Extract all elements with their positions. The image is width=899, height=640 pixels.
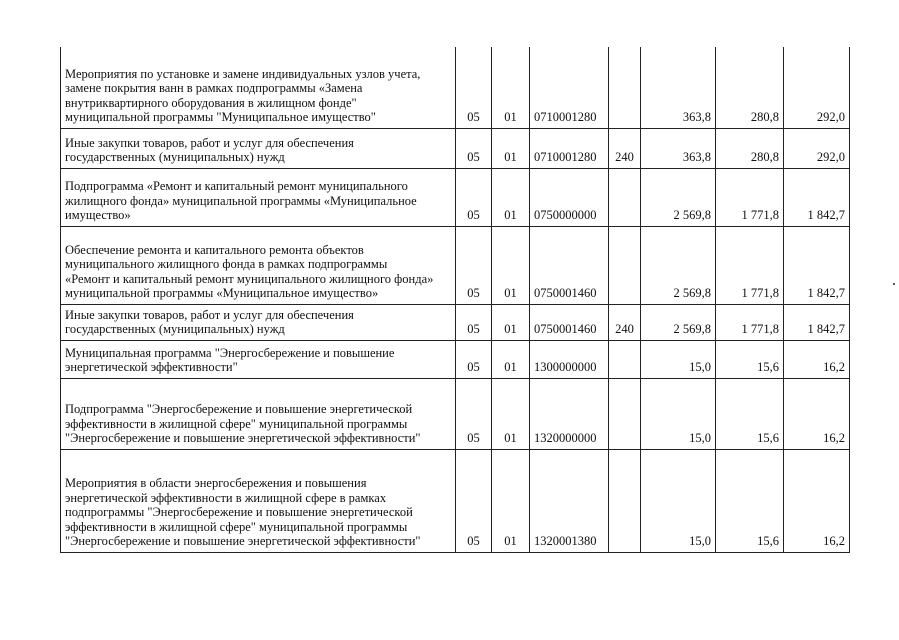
amount-year-2: 15,6 <box>716 378 784 449</box>
table-row <box>61 128 850 168</box>
expense-type-code <box>609 47 641 128</box>
amount-year-3: 1 842,7 <box>784 304 850 340</box>
table-row <box>61 226 850 304</box>
expense-type-code: 240 <box>609 304 641 340</box>
amount-year-2: 1 771,8 <box>716 226 784 304</box>
row-description: Муниципальная программа "Энергосбережение и повышение энергетической эффективности" <box>61 340 456 378</box>
row-description: Иные закупки товаров, работ и услуг для обеспечения государственных (муниципальных) нужд <box>61 304 456 340</box>
subsection-code: 01 <box>492 449 530 552</box>
amount-year-1: 2 569,8 <box>641 168 716 226</box>
table-row <box>61 449 850 552</box>
target-article-code: 0710001280 <box>530 47 609 128</box>
row-description: Мероприятия в области энергосбережения и повышения энергетической эффективности в жилищной сфере в рамках подпрограммы "Энергосбережение и повышение энергетической эффективности в жилищной сфере" муниципальной программы "Энергосбережение и повышение энергетической эффективности" <box>61 449 456 552</box>
section-code: 05 <box>456 128 492 168</box>
expense-type-code <box>609 449 641 552</box>
section-code: 05 <box>456 378 492 449</box>
subsection-code: 01 <box>492 340 530 378</box>
amount-year-1: 15,0 <box>641 340 716 378</box>
section-code: 05 <box>456 340 492 378</box>
section-code: 05 <box>456 304 492 340</box>
amount-year-2: 280,8 <box>716 47 784 128</box>
row-description: Мероприятия по установке и замене индивидуальных узлов учета, замене покрытия ванн в рамках подпрограммы «Замена внутриквартирного оборудования в жилищном фонде" муниципальной программы "Муниципальное имущество" <box>61 47 456 128</box>
row-description: Иные закупки товаров, работ и услуг для обеспечения государственных (муниципальных) нужд <box>61 128 456 168</box>
amount-year-2: 1 771,8 <box>716 304 784 340</box>
amount-year-1: 2 569,8 <box>641 226 716 304</box>
amount-year-3: 292,0 <box>784 128 850 168</box>
row-description: Обеспечение ремонта и капитального ремонта объектов муниципального жилищного фонда в рамках подпрограммы «Ремонт и капитальный ремонт муниципального жилищного фонда» муниципальной программы «Муниципальное имущество» <box>61 226 456 304</box>
section-code: 05 <box>456 226 492 304</box>
row-description: Подпрограмма "Энергосбережение и повышение энергетической эффективности в жилищной сфере" муниципальной программы "Энергосбережение и повышение энергетической эффективности" <box>61 378 456 449</box>
scan-speck <box>893 283 895 285</box>
amount-year-1: 15,0 <box>641 449 716 552</box>
table-row <box>61 340 850 378</box>
section-code: 05 <box>456 449 492 552</box>
target-article-code: 1320000000 <box>530 378 609 449</box>
target-article-code: 0710001280 <box>530 128 609 168</box>
amount-year-3: 292,0 <box>784 47 850 128</box>
table-row <box>61 47 850 128</box>
target-article-code: 0750000000 <box>530 168 609 226</box>
amount-year-2: 280,8 <box>716 128 784 168</box>
expense-type-code: 240 <box>609 128 641 168</box>
section-code: 05 <box>456 168 492 226</box>
target-article-code: 1300000000 <box>530 340 609 378</box>
amount-year-3: 1 842,7 <box>784 226 850 304</box>
target-article-code: 1320001380 <box>530 449 609 552</box>
table-row <box>61 378 850 449</box>
target-article-code: 0750001460 <box>530 226 609 304</box>
amount-year-1: 363,8 <box>641 128 716 168</box>
subsection-code: 01 <box>492 128 530 168</box>
subsection-code: 01 <box>492 47 530 128</box>
amount-year-1: 15,0 <box>641 378 716 449</box>
subsection-code: 01 <box>492 378 530 449</box>
amount-year-2: 15,6 <box>716 449 784 552</box>
subsection-code: 01 <box>492 304 530 340</box>
expense-type-code <box>609 378 641 449</box>
table-row <box>61 168 850 226</box>
budget-table <box>60 47 850 553</box>
amount-year-3: 16,2 <box>784 449 850 552</box>
section-code: 05 <box>456 47 492 128</box>
target-article-code: 0750001460 <box>530 304 609 340</box>
subsection-code: 01 <box>492 226 530 304</box>
amount-year-3: 16,2 <box>784 340 850 378</box>
expense-type-code <box>609 226 641 304</box>
amount-year-2: 15,6 <box>716 340 784 378</box>
amount-year-1: 363,8 <box>641 47 716 128</box>
row-description: Подпрограмма «Ремонт и капитальный ремонт муниципального жилищного фонда» муниципальной программы «Муниципальное имущество» <box>61 168 456 226</box>
table-row <box>61 304 850 340</box>
amount-year-2: 1 771,8 <box>716 168 784 226</box>
amount-year-3: 16,2 <box>784 378 850 449</box>
amount-year-3: 1 842,7 <box>784 168 850 226</box>
subsection-code: 01 <box>492 168 530 226</box>
expense-type-code <box>609 340 641 378</box>
amount-year-1: 2 569,8 <box>641 304 716 340</box>
expense-type-code <box>609 168 641 226</box>
